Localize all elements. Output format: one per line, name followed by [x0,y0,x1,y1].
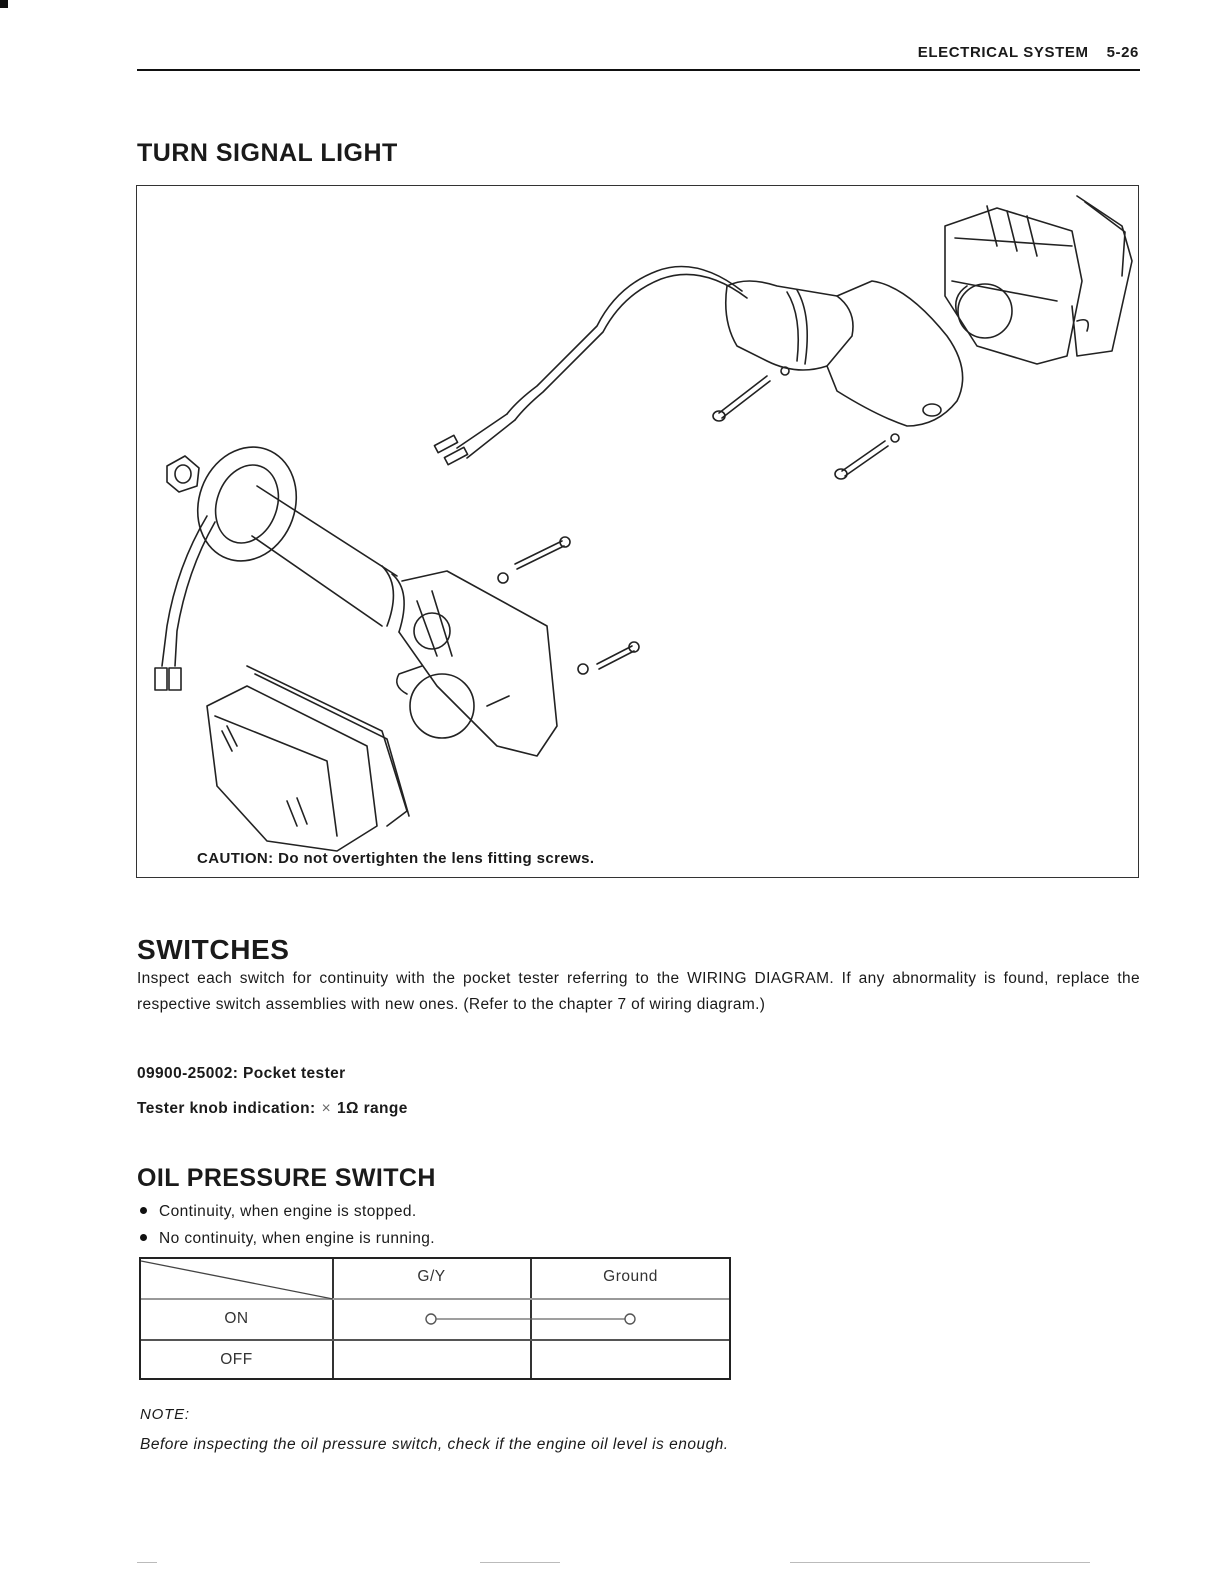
bullet-text: No continuity, when engine is running. [159,1230,435,1247]
tester-knob-spec [137,1100,408,1118]
note-label: NOTE: [140,1406,190,1423]
caution-note: CAUTION: Do not overtighten the lens fitting screws. [197,850,595,867]
bullet-item [140,1198,435,1225]
turn-signal-heading: TURN SIGNAL LIGHT [137,139,398,167]
oil-pressure-switch-heading: OIL PRESSURE SWITCH [137,1164,436,1192]
row-label-off: OFF [220,1351,253,1368]
lower-stalk [252,486,557,756]
lower-lens [207,666,409,851]
oil-pressure-bullets [140,1198,435,1252]
table-corner-diagonal [141,1259,333,1301]
page-corner-mark [0,0,8,8]
bullet-text: Continuity, when engine is stopped. [159,1203,417,1220]
header-rule [137,69,1140,71]
continuity-indicator-on [332,1299,732,1339]
row-label-on: ON [224,1310,249,1327]
upper-screws [713,367,899,479]
upper-lamp-housing [726,281,963,426]
running-header [918,44,1139,61]
column-header-ground: Ground [603,1268,658,1285]
continuity-table [139,1257,731,1380]
column-header-gy: G/Y [417,1268,446,1285]
upper-lens [945,196,1132,364]
bullet-dot-icon [140,1234,147,1241]
switches-body-text: Inspect each switch for continuity with the pocket tester referring to the WIRING DIAGRAM. If any abnormality is found, replace the respective switch assemblies with new ones. (Refer to the chapter 7 of wiring diagram.) [137,970,1140,1013]
multiply-symbol: × [321,1100,332,1117]
footer-rule [790,1562,1090,1563]
tester-knob-value: 1Ω range [337,1100,408,1117]
bullet-dot-icon [140,1207,147,1214]
switches-heading: SWITCHES [137,934,290,965]
note-text: Before inspecting the oil pressure switch, check if the engine oil level is enough. [140,1436,729,1453]
header-section-title: ELECTRICAL SYSTEM [917,44,1089,61]
table-divider [141,1339,729,1341]
upper-wire-harness [434,267,747,465]
turn-signal-figure [136,185,1139,878]
tester-knob-label: Tester knob indication: [137,1100,316,1117]
bullet-item [140,1225,435,1252]
header-page-number: 5-26 [1106,44,1139,61]
footer-rule [137,1562,157,1563]
footer-rule [480,1562,560,1563]
lower-screws [498,537,639,674]
turn-signal-exploded-diagram [137,186,1140,879]
lower-mounting-ring [167,433,312,575]
pocket-tester-spec: 09900-25002: Pocket tester [137,1065,346,1082]
